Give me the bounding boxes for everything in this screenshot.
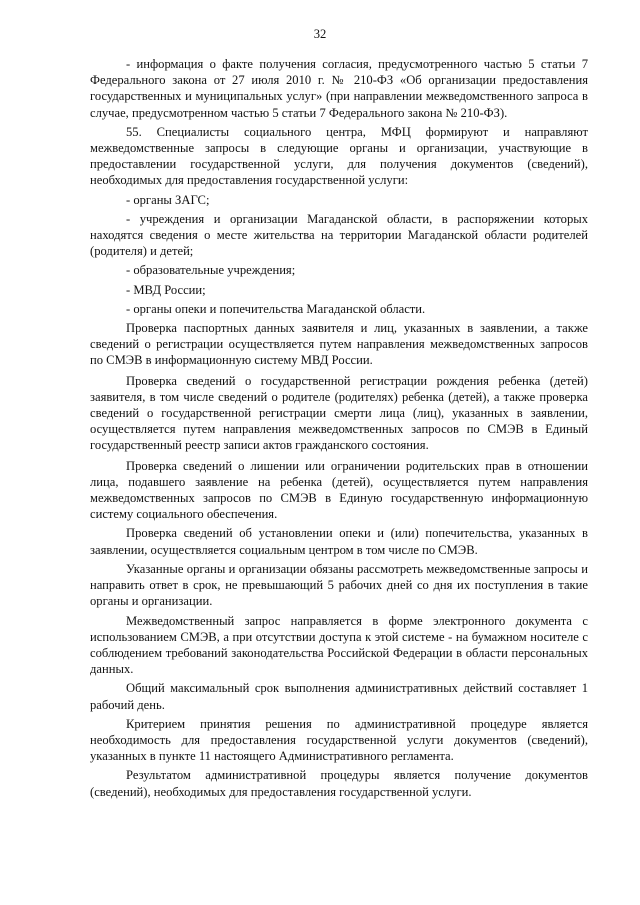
paragraph: Общий максимальный срок выполнения административных действий составляет 1 рабочий день. (90, 681, 588, 712)
list-item: - образовательные учреждения; (126, 263, 296, 278)
list-item: - МВД России; (126, 282, 206, 297)
list-item: - органы ЗАГС; (126, 192, 210, 207)
list-item: - учреждения и организации Магаданской области, в распоряжении которых находятся сведения о месте жительства на территории Магаданской области родителей (родителя) и детей; (90, 211, 588, 259)
paragraph: Результатом административной процедуры является получение документов (сведений), необходимых для предоставления государственной услуги. (90, 768, 588, 799)
paragraph: Межведомственный запрос направляется в форме электронного документа с использованием СМЭВ, а при отсутствии доступа к этой системе - на бумажном носителе с соблюдением требований законодательства Российской Федерации в области персональных данных. (90, 613, 588, 677)
paragraph: 55. Специалисты социального центра, МФЦ формируют и направляют межведомственные запросы в следующие органы и организации, участвующие в предоставлении государственной услуги, для получения документов (сведений), необходимых для предоставления государственной услуги: (90, 124, 588, 188)
paragraph: Проверка сведений о лишении или ограничении родительских прав в отношении лица, подавшего заявление на ребенка (детей), осуществляется путем направления межведомственных запросов по СМЭВ в Единую государственную информационную систему социального обеспечения. (90, 458, 588, 522)
paragraph: Указанные органы и организации обязаны рассмотреть межведомственные запросы и направить ответ в срок, не превышающий 5 рабочих дней со дня их поступления в такие органы и организации. (90, 561, 588, 609)
list-item: - органы опеки и попечительства Магаданской области. (126, 301, 426, 316)
paragraph: Критерием принятия решения по административной процедуре является необходимость для предоставления государственной услуги документов (сведений), указанных в пункте 11 настоящего Административного регламента. (90, 716, 588, 764)
document-body (90, 56, 588, 803)
paragraph: - информация о факте получения согласия, предусмотренного частью 5 статьи 7 Федерального закона от 27 июля 2010 г. № 210-ФЗ «Об организации предоставления государственных и муниципальных услуг» (при направлении межведомственного запроса в случае, предусмотренном частью 5 статьи 7 Федерального закона № 210-ФЗ). (90, 57, 588, 120)
paragraph: Проверка сведений о государственной регистрации рождения ребенка (детей) заявителя, в том числе сведений о родителе (родителях) ребенка (детей), а также проверка сведений о государственной регистрации смерти лица (лиц), указанных в заявлении, осуществляется путем направления межведомственных запросов по СМЭВ в Единый государственный реестр записи актов гражданского состояния. (90, 373, 588, 453)
paragraph: Проверка паспортных данных заявителя и лиц, указанных в заявлении, а также сведений о регистрации осуществляется путем направления межведомственных запросов по СМЭВ в информационную систему МВД России. (90, 321, 588, 368)
paragraph: Проверка сведений об установлении опеки и (или) попечительства, указанных в заявлении, осуществляется социальным центром в том числе по СМЭВ. (90, 526, 588, 557)
page-number: 32 (313, 27, 327, 41)
